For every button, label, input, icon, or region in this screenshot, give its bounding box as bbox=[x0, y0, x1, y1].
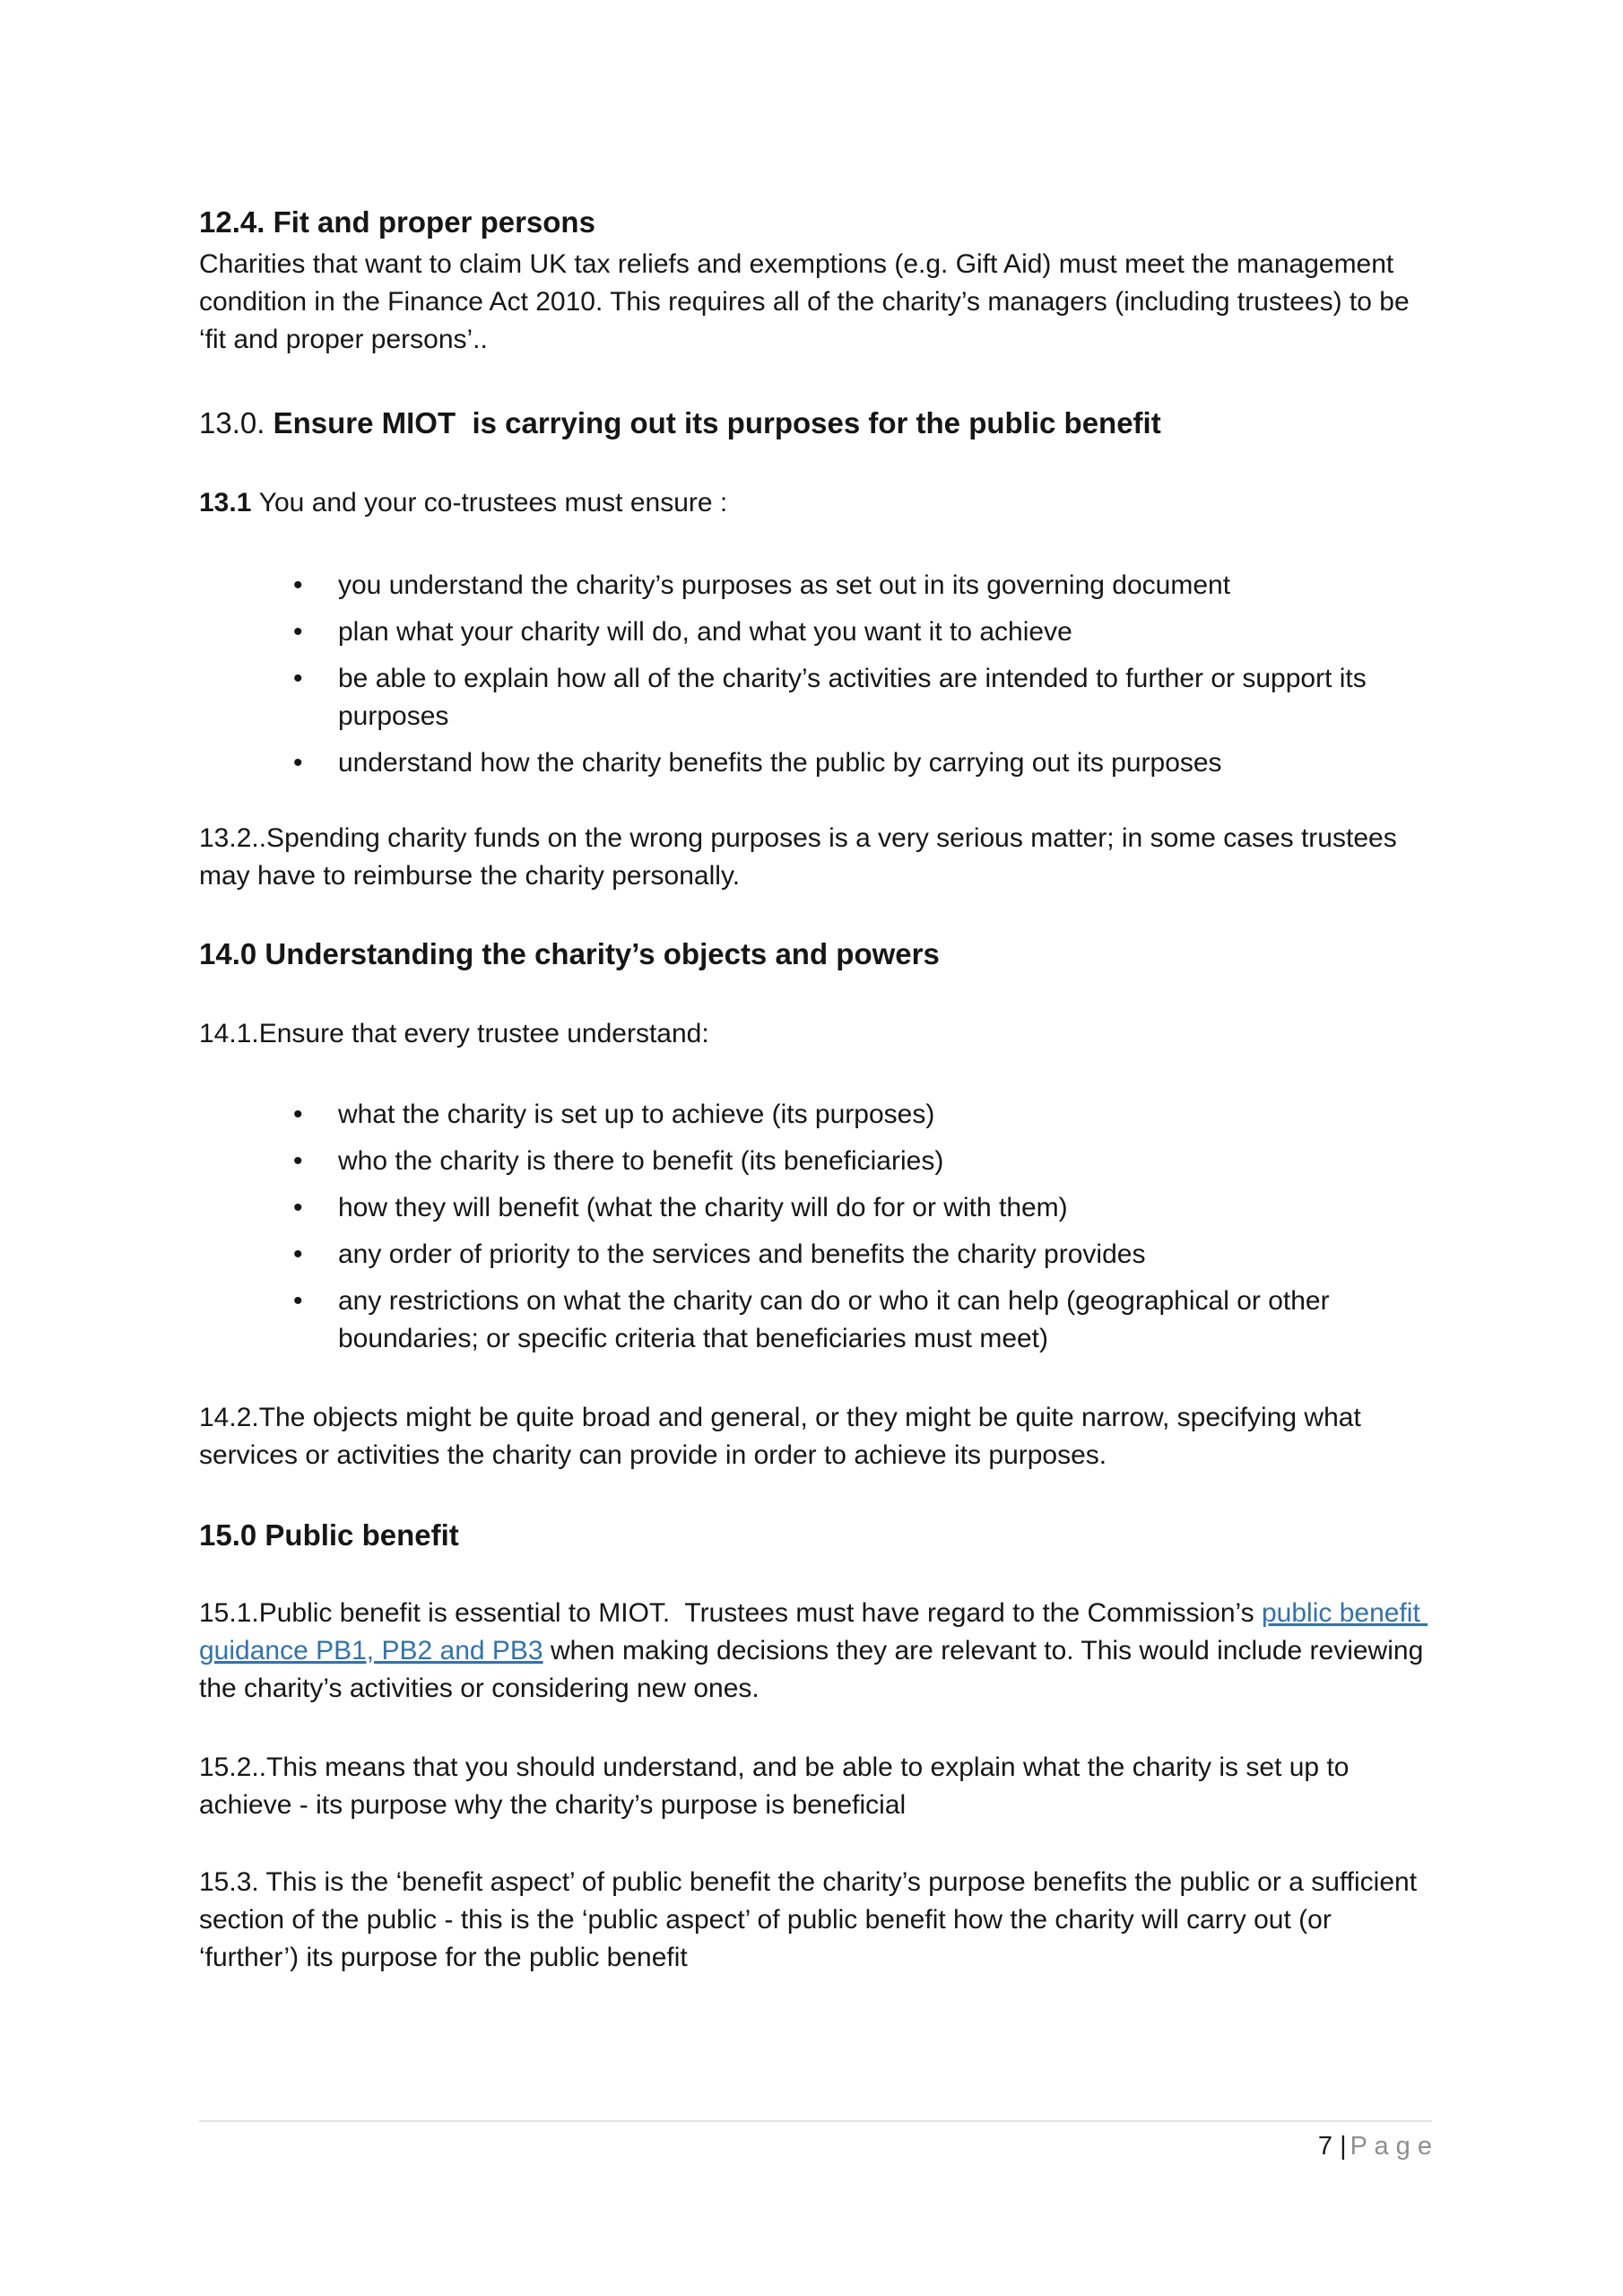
section-heading-12-4: 12.4. Fit and proper persons bbox=[199, 205, 595, 239]
page-label: P a g e bbox=[1350, 2132, 1432, 2161]
list-item: • understand how the charity benefits the public by carrying out its purposes bbox=[338, 744, 1429, 782]
section-heading-14-0: 14.0 Understanding the charity’s objects and powers bbox=[199, 937, 940, 970]
paragraph-12-4: Charities that want to claim UK tax reliefs and exemptions (e.g. Gift Aid) must meet the management condition in the Finance Act 2010. This requires all of the charity’s managers (including trustees) to be ‘fit and proper persons’.. bbox=[199, 249, 1417, 354]
page-number: 7 bbox=[1317, 2132, 1333, 2161]
paragraph-14-1: 14.1.Ensure that every trustee understand: bbox=[199, 1019, 709, 1048]
footer-page-indicator bbox=[199, 2131, 1432, 2161]
paragraph-15-1-text-before: 15.1.Public benefit is essential to MIOT. Trustees must have regard to the Commission’s bbox=[199, 1598, 1262, 1628]
page-number-separator: | bbox=[1340, 2132, 1347, 2161]
paragraph-13-1 bbox=[199, 484, 1429, 522]
footer-divider-line bbox=[199, 2120, 1432, 2122]
public-benefit-guidance-link[interactable]: public benefit guidance PB1, PB2 and PB3 bbox=[199, 1598, 1428, 1665]
section-number-13-0: 13.0. bbox=[199, 406, 273, 439]
paragraph-15-1 bbox=[199, 1595, 1429, 1708]
bullet-list-13-1 bbox=[199, 567, 1429, 782]
clause-number-13-1: 13.1 bbox=[199, 488, 259, 517]
page-footer bbox=[199, 2120, 1432, 2161]
list-item: • you understand the charity’s purposes as set out in its governing document bbox=[338, 567, 1429, 604]
paragraph-14-2: 14.2.The objects might be quite broad and general, or they might be quite narrow, specifying what services or activities the charity can provide in order to achieve its purposes. bbox=[199, 1403, 1369, 1470]
list-item: • who the charity is there to benefit (its beneficiaries) bbox=[338, 1143, 1429, 1180]
paragraph-15-3: 15.3. This is the ‘benefit aspect’ of public benefit the charity’s purpose benefits the public or a sufficient section of the public - this is the ‘public aspect’ of public benefit how the charity will carry out (or ‘further’) its purpose for the public benefit bbox=[199, 1867, 1425, 1972]
section-title-13-0: Ensure MIOT is carrying out its purposes for the public benefit bbox=[273, 406, 1161, 439]
document-content bbox=[199, 203, 1429, 1977]
list-item: • any order of priority to the services and benefits the charity provides bbox=[338, 1236, 1429, 1274]
paragraph-15-1-text-after: when making decisions they are relevant to. This would include reviewing the charity’s activities or considering new ones. bbox=[199, 1636, 1431, 1703]
list-item: • be able to explain how all of the charity’s activities are intended to further or support its purposes bbox=[338, 660, 1429, 735]
section-heading-15-0: 15.0 Public benefit bbox=[199, 1518, 459, 1552]
paragraph-13-2: 13.2..Spending charity funds on the wrong purposes is a very serious matter; in some cases trustees may have to reimburse the charity personally. bbox=[199, 823, 1405, 891]
list-item: • any restrictions on what the charity can do or who it can help (geographical or other boundaries; or specific criteria that beneficiaries must meet) bbox=[338, 1283, 1429, 1358]
section-heading-13-0 bbox=[199, 404, 1429, 443]
list-item: • plan what your charity will do, and what you want it to achieve bbox=[338, 613, 1429, 651]
clause-text-13-1: You and your co-trustees must ensure : bbox=[258, 488, 728, 517]
bullet-list-14-1 bbox=[199, 1096, 1429, 1358]
list-item: • how they will benefit (what the charity will do for or with them) bbox=[338, 1189, 1429, 1227]
paragraph-15-2: 15.2..This means that you should understand, and be able to explain what the charity is set up to achieve - its purpose why the charity’s purpose is beneficial bbox=[199, 1752, 1357, 1820]
list-item: • what the charity is set up to achieve (its purposes) bbox=[338, 1096, 1429, 1134]
